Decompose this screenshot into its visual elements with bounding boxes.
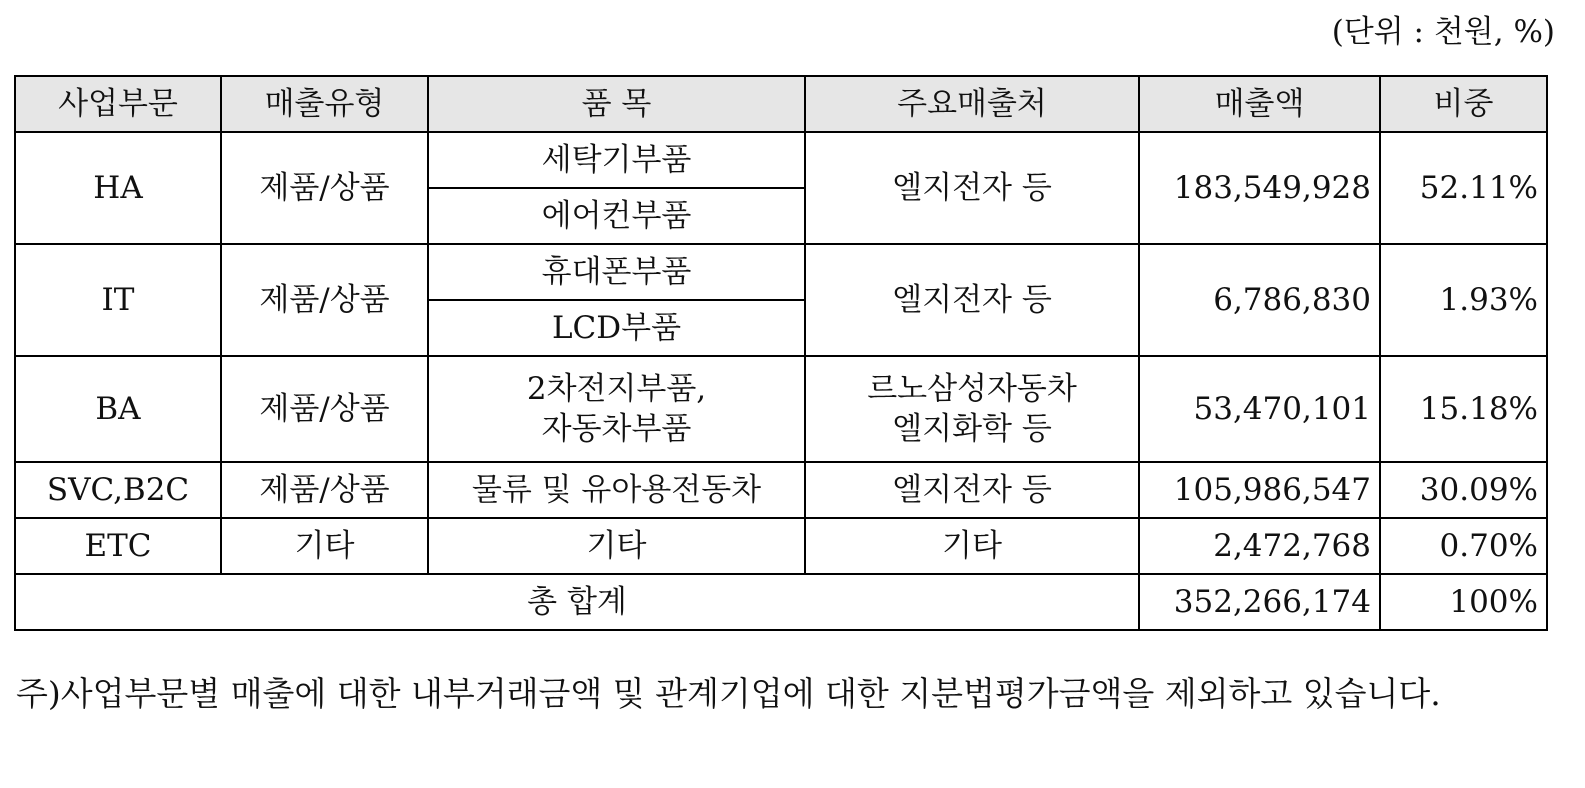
item-cell: 세탁기부품 xyxy=(428,132,805,188)
share-cell: 52.11% xyxy=(1380,132,1547,244)
customer-cell: 엘지전자 등 xyxy=(805,244,1139,356)
type-cell: 기타 xyxy=(221,518,428,574)
header-customer: 주요매출처 xyxy=(805,76,1139,132)
table-row xyxy=(15,518,1547,574)
sales-cell: 105,986,547 xyxy=(1139,462,1380,518)
item-line: 자동차부품 xyxy=(541,411,692,447)
segment-cell: HA xyxy=(15,132,221,244)
customer-cell: 엘지전자 등 xyxy=(805,132,1139,244)
total-share: 100% xyxy=(1380,574,1547,630)
segment-cell: IT xyxy=(15,244,221,356)
type-cell: 제품/상품 xyxy=(221,244,428,356)
item-cell xyxy=(428,356,805,462)
item-line: 2차전지부품, xyxy=(526,371,707,407)
sales-cell: 53,470,101 xyxy=(1139,356,1380,462)
item-cell: 물류 및 유아용전동차 xyxy=(428,462,805,518)
share-cell: 15.18% xyxy=(1380,356,1547,462)
header-item: 품 목 xyxy=(428,76,805,132)
sales-cell: 6,786,830 xyxy=(1139,244,1380,356)
table-header-row xyxy=(15,76,1547,132)
customer-line: 르노삼성자동차 xyxy=(867,371,1077,407)
item-cell: 기타 xyxy=(428,518,805,574)
header-segment: 사업부문 xyxy=(15,76,221,132)
segment-cell: ETC xyxy=(15,518,221,574)
footnote: 주)사업부문별 매출에 대한 내부거래금액 및 관계기업에 대한 지분법평가금액을 제외하고 있습니다. xyxy=(16,674,1441,713)
header-sales-type: 매출유형 xyxy=(221,76,428,132)
type-cell: 제품/상품 xyxy=(221,356,428,462)
customer-cell: 엘지전자 등 xyxy=(805,462,1139,518)
sales-cell: 2,472,768 xyxy=(1139,518,1380,574)
sales-table xyxy=(14,75,1548,631)
table-row xyxy=(15,356,1547,462)
segment-cell: BA xyxy=(15,356,221,462)
share-cell: 1.93% xyxy=(1380,244,1547,356)
segment-cell: SVC,B2C xyxy=(15,462,221,518)
total-row xyxy=(15,574,1547,630)
type-cell: 제품/상품 xyxy=(221,132,428,244)
table-row xyxy=(15,244,1547,300)
item-cell: 휴대폰부품 xyxy=(428,244,805,300)
header-share: 비중 xyxy=(1380,76,1547,132)
sales-cell: 183,549,928 xyxy=(1139,132,1380,244)
type-cell: 제품/상품 xyxy=(221,462,428,518)
customer-cell xyxy=(805,356,1139,462)
customer-line: 엘지화학 등 xyxy=(892,411,1052,447)
share-cell: 0.70% xyxy=(1380,518,1547,574)
customer-cell: 기타 xyxy=(805,518,1139,574)
unit-label: (단위 : 천원, %) xyxy=(1331,14,1555,50)
item-cell: 에어컨부품 xyxy=(428,188,805,244)
table-row xyxy=(15,132,1547,188)
total-label: 총 합계 xyxy=(15,574,1139,630)
share-cell: 30.09% xyxy=(1380,462,1547,518)
table-row xyxy=(15,462,1547,518)
item-cell: LCD부품 xyxy=(428,300,805,356)
total-sales: 352,266,174 xyxy=(1139,574,1380,630)
header-sales-amount: 매출액 xyxy=(1139,76,1380,132)
